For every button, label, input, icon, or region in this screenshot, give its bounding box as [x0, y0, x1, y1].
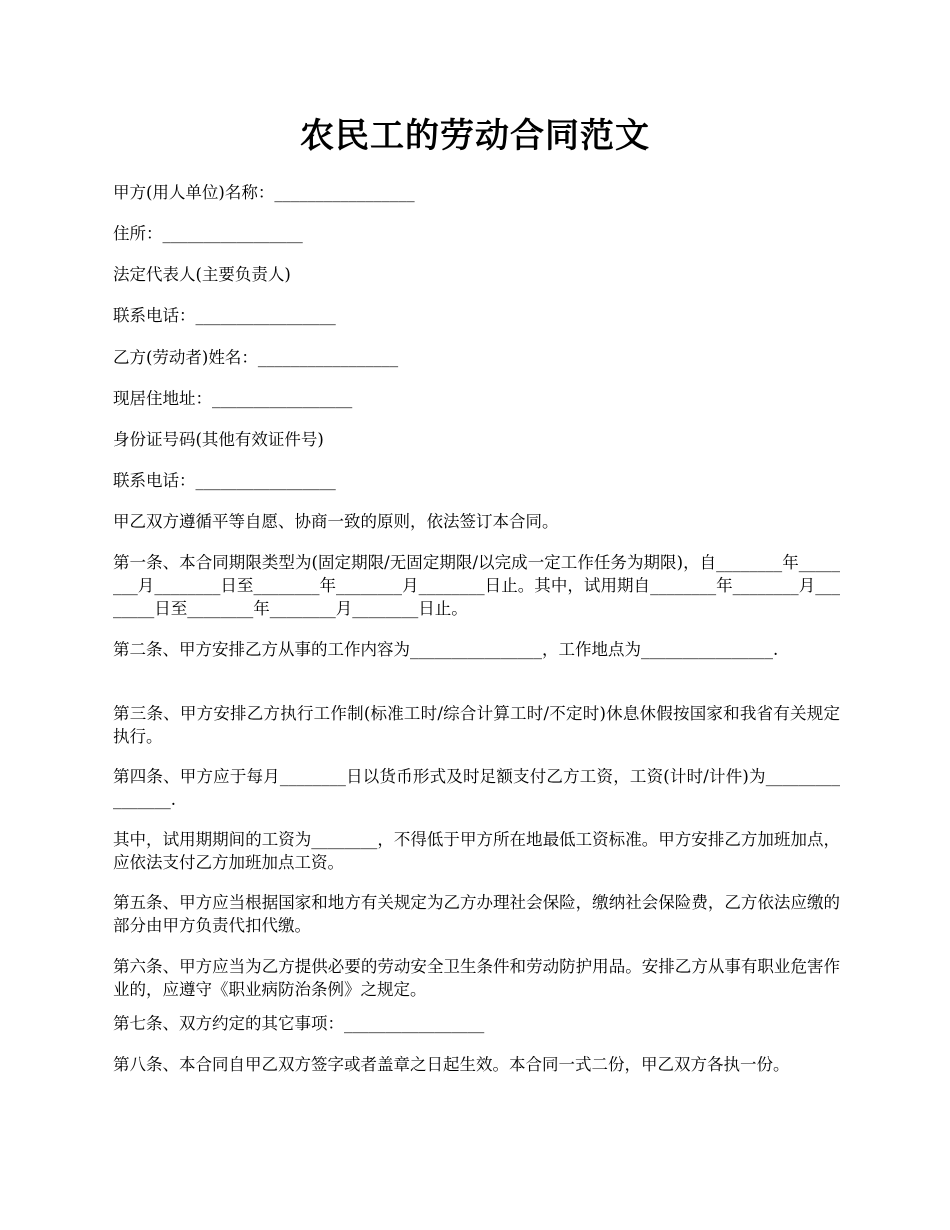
article-4-paragraph: 第四条、甲方应于每月________日以货币形式及时足额支付乙方工资，工资(计时/计件)为________________. [113, 767, 840, 809]
id-number-field: 身份证号码(其他有效证件号) [113, 430, 324, 449]
employee-address-field: 现居住地址：_________________ [113, 389, 353, 408]
trial-wage-paragraph: 其中，试用期期间的工资为________，不得低于甲方所在地最低工资标准。甲方安排乙方加班加点，应依法支付乙方加班加点工资。 [113, 830, 840, 872]
article-8-paragraph: 第八条、本合同自甲乙双方签字或者盖章之日起生效。本合同一式二份，甲乙双方各执一份。 [113, 1055, 790, 1074]
article-2-paragraph: 第二条、甲方安排乙方从事的工作内容为________________，工作地点为________________. [113, 640, 779, 659]
article-3-paragraph: 第三条、甲方安排乙方执行工作制(标准工时/综合计算工时/不定时)休息休假按国家和我省有关规定执行。 [113, 704, 840, 746]
article-7-paragraph: 第七条、双方约定的其它事项：_________________ [113, 1014, 485, 1033]
document-title: 农民工的劳动合同范文 [300, 116, 650, 156]
article-5-paragraph: 第五条、甲方应当根据国家和地方有关规定为乙方办理社会保险，缴纳社会保险费，乙方依法应缴的部分由甲方负责代扣代缴。 [113, 893, 840, 935]
article-6-paragraph: 第六条、甲方应当为乙方提供必要的劳动安全卫生条件和劳动防护用品。安排乙方从事有职业危害作业的，应遵守《职业病防治条例》之规定。 [113, 957, 840, 999]
article-1-paragraph: 第一条、本合同期限类型为(固定期限/无固定期限/以完成一定工作任务为期限)，自________年________月________日至________年________月________日止。其中，试用期自________年________月________日至________年________月________日止。 [113, 553, 840, 618]
employee-phone-field: 联系电话：_________________ [113, 471, 336, 490]
legal-representative-field: 法定代表人(主要负责人) [113, 265, 291, 284]
employer-phone-field: 联系电话：_________________ [113, 306, 336, 325]
employee-name-field: 乙方(劳动者)姓名：_________________ [113, 348, 399, 367]
employer-name-field: 甲方(用人单位)名称：_________________ [113, 183, 415, 202]
employer-address-field: 住所：_________________ [113, 224, 303, 243]
preamble-paragraph: 甲乙双方遵循平等自愿、协商一致的原则，依法签订本合同。 [113, 512, 559, 531]
